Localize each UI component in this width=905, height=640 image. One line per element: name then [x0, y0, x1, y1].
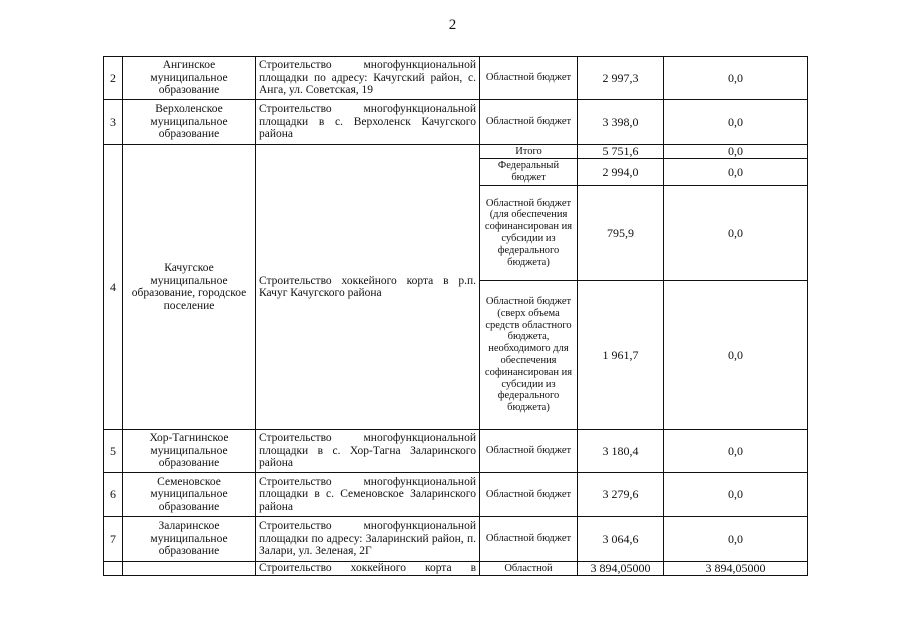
project-description: Строительство многофункциональной площадки по адресу: Заларинский район, п. Залари, ул. Зеленая, 2Г [256, 517, 480, 562]
row-number: 7 [104, 517, 123, 562]
amount-second: 0,0 [664, 100, 808, 145]
project-description: Строительство многофункциональной площадки в с. Семеновское Заларинского района [256, 473, 480, 517]
table-row [104, 517, 808, 562]
amount-second: 0,0 [664, 159, 808, 186]
table-row [104, 473, 808, 517]
municipality-name: Ангинское муниципальное образование [123, 57, 256, 100]
amount-total: 5 751,6 [578, 145, 664, 159]
amount-total: 3 279,6 [578, 473, 664, 517]
row-number: 5 [104, 430, 123, 473]
amount-second: 3 894,05000 [664, 562, 808, 576]
row-number: 6 [104, 473, 123, 517]
funding-source: Областной бюджет (для обеспечения софинансирован ия субсидии из федерального бюджета) [480, 186, 578, 281]
amount-total: 3 064,6 [578, 517, 664, 562]
row-number: 3 [104, 100, 123, 145]
project-description: Строительство многофункциональной площадки в с. Верхоленск Качугского района [256, 100, 480, 145]
amount-total: 2 994,0 [578, 159, 664, 186]
table-row [104, 57, 808, 100]
municipality-name: Верхоленское муниципальное образование [123, 100, 256, 145]
amount-second: 0,0 [664, 57, 808, 100]
amount-second: 0,0 [664, 473, 808, 517]
municipality-name: Заларинское муниципальное образование [123, 517, 256, 562]
funding-source: Федеральный бюджет [480, 159, 578, 186]
table-row [104, 100, 808, 145]
amount-total: 795,9 [578, 186, 664, 281]
amount-second: 0,0 [664, 430, 808, 473]
funding-source: Областной [480, 562, 578, 576]
amount-second: 0,0 [664, 186, 808, 281]
funding-source: Областной бюджет [480, 517, 578, 562]
municipality-name [123, 562, 256, 576]
project-description: Строительство хоккейного корта в р.п. Качуг Качугского района [256, 145, 480, 430]
funding-source: Областной бюджет [480, 100, 578, 145]
budget-table [103, 56, 808, 576]
amount-total: 3 180,4 [578, 430, 664, 473]
row-number [104, 562, 123, 576]
row-number: 2 [104, 57, 123, 100]
amount-total: 2 997,3 [578, 57, 664, 100]
table-row [104, 145, 808, 159]
amount-total: 3 894,05000 [578, 562, 664, 576]
municipality-name: Семеновское муниципальное образование [123, 473, 256, 517]
amount-second: 0,0 [664, 517, 808, 562]
municipality-name: Качугское муниципальное образование, городское поселение [123, 145, 256, 430]
amount-total: 1 961,7 [578, 281, 664, 430]
municipality-name: Хор-Тагнинское муниципальное образование [123, 430, 256, 473]
funding-source: Областной бюджет [480, 57, 578, 100]
funding-source: Итого [480, 145, 578, 159]
funding-source: Областной бюджет (сверх объема средств областного бюджета, необходимого для обеспечения софинансирован ия субсидии из федерального бюджета) [480, 281, 578, 430]
project-description: Строительство многофункциональной площадки в с. Хор-Тагна Заларинского района [256, 430, 480, 473]
amount-total: 3 398,0 [578, 100, 664, 145]
page-number: 2 [448, 17, 457, 33]
amount-second: 0,0 [664, 281, 808, 430]
table-row [104, 430, 808, 473]
project-description: Строительство многофункциональной площадки по адресу: Качугский район, с. Анга, ул. Советская, 19 [256, 57, 480, 100]
project-description: Строительство хоккейного корта в [256, 562, 480, 576]
amount-second: 0,0 [664, 145, 808, 159]
table-row [104, 562, 808, 576]
funding-source: Областной бюджет [480, 430, 578, 473]
funding-source: Областной бюджет [480, 473, 578, 517]
row-number: 4 [104, 145, 123, 430]
